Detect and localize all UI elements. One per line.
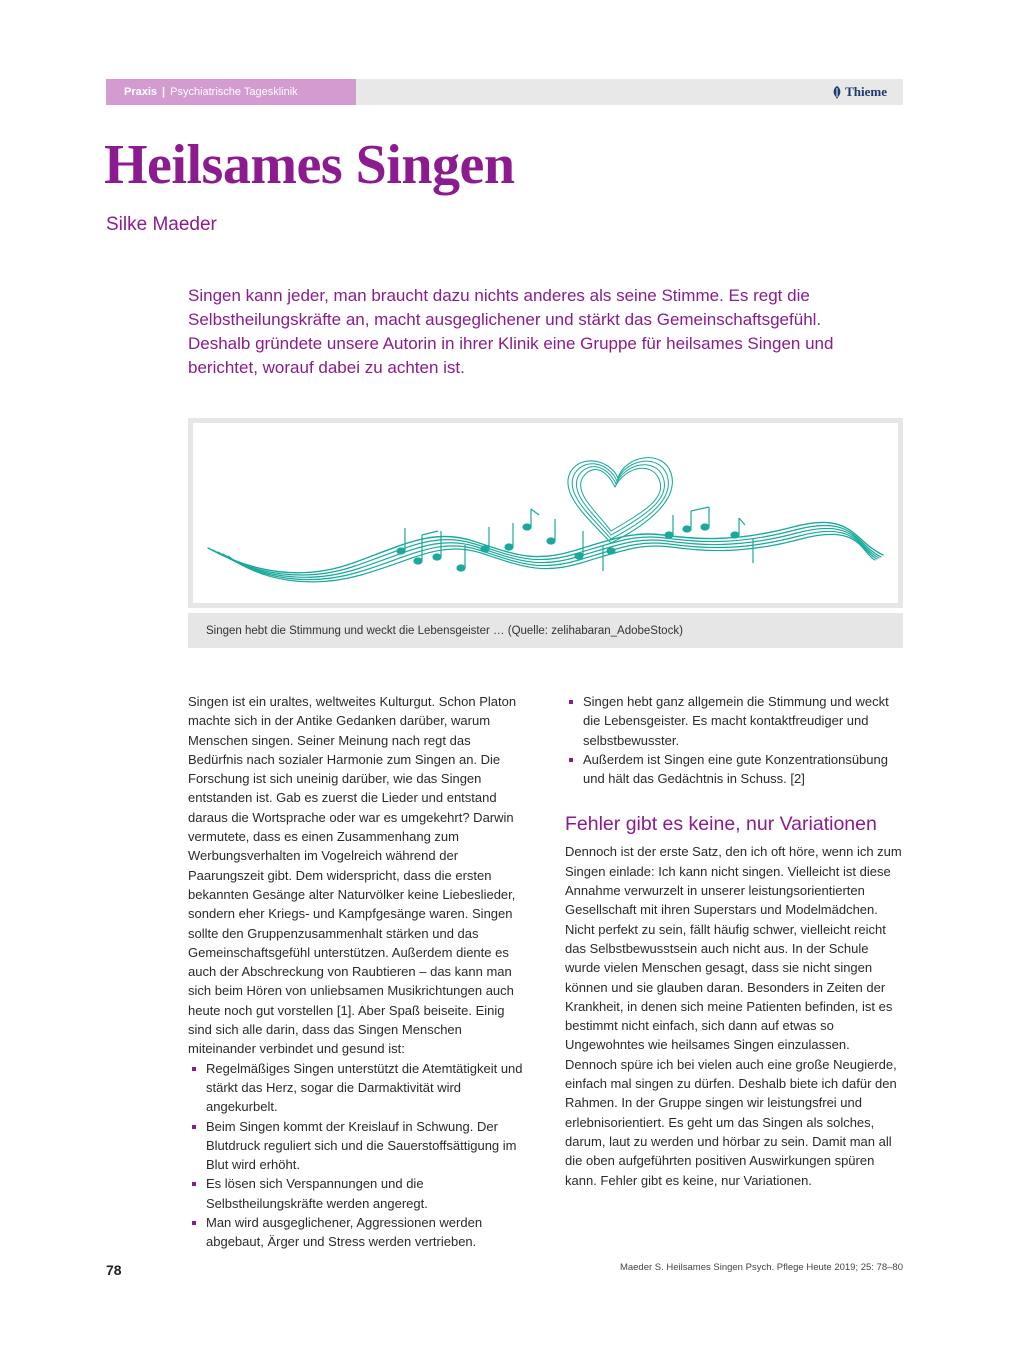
intro-paragraph: Singen ist ein uraltes, weltweites Kulturgut. Schon Platon machte sich in der Antike Gedanken darüber, warum Menschen singen. Seiner Meinung nach regt das Bedürfnis nach sozialer Harmonie zum Singen an. Die Forschung ist sich uneinig darüber, wie das Singen entstanden ist. Gab es zuerst die Lieder und entstand daraus die Wortsprache oder war es umgekehrt? Darwin vermutete, dass es einen Zusammenhang zum Werbungsverhalten im Vogelreich während der Paarungszeit gibt. Dem widerspricht, dass die ersten bekannten Gesänge alter Naturvölker keine Liebeslieder, sondern eher Kriegs- und Kampfgesänge waren. Singen sollte den Gruppenzusammenhalt stärken und das Gemeinschaftsgefühl unterstützen. Außerdem diente es auch der Abschreckung von Raubtieren – das kann man sich beim Hören von unliebsamen Musikrichtungen auch heute noch gut vorstellen [1]. Aber Spaß beiseite. Einig sind sich alle darin, dass das Singen Menschen miteinander verbindet und gesund ist: — [188, 694, 517, 1057]
section-separator: | — [162, 86, 166, 98]
article-author: Silke Maeder — [106, 214, 217, 235]
section-paragraph: Dennoch ist der erste Satz, den ich oft höre, wenn ich zum Singen einlade: Ich kann nicht singen. Vielleicht ist diese Annahme verwurzelt in unserer leistungsorientierten Gesellschaft mit ihren Superstars und Modelmädchen. Nicht perfekt zu sein, fällt häufig schwer, vielleicht reicht das Selbstbewusstsein auch nicht aus. In der Schule wurde vielen Menschen gesagt, dass sie nicht singen können und sie glauben daran. Besonders in Zeiten der Krankheit, in denen sich meine Patienten befinden, ist es bestimmt nicht einfach, sich dann auf etwas so Ungewohntes wie heilsames Singen einzulassen. Dennoch spüre ich bei vielen auch eine große Neugierde, einfach mal singen zu dürfen. Deshalb biete ich dafür den Rahmen. In der Gruppe singen wir leistungsfrei und erlebnisorientiert. Es geht um das Singen als solches, darum, laut zu werden und hörbar zu sein. Damit man all die oben aufgeführten positiven Auswirkungen spüren kann. Fehler gibt es keine, nur Variationen. — [565, 844, 902, 1188]
list-item: Beim Singen kommt der Kreislauf in Schwung. Der Blutdruck reguliert sich und die Sauerstoffsättigung im Blut wird erhöht. — [188, 1117, 526, 1175]
citation-footer: Maeder S. Heilsames Singen Psych. Pflege Heute 2019; 25: 78–80 — [619, 1262, 903, 1273]
list-item: Regelmäßiges Singen unterstützt die Atemtätigkeit und stärkt das Herz, sogar die Darmaktivität wird angekurbelt. — [188, 1059, 526, 1117]
list-item: Man wird ausgeglichener, Aggressionen werden abgebaut, Ärger und Stress werden vertrieben. — [188, 1213, 526, 1252]
section-label: Praxis — [124, 86, 158, 98]
body-column-left — [188, 692, 526, 1252]
page-number: 78 — [106, 1262, 122, 1278]
list-item: Es lösen sich Verspannungen und die Selbstheilungskräfte werden angeregt. — [188, 1174, 526, 1213]
subsection-label: Psychiatrische Tagesklinik — [170, 86, 298, 98]
article-figure — [188, 418, 903, 648]
publisher-logo — [832, 79, 887, 105]
music-wave-heart-illustration — [193, 423, 898, 603]
thieme-logo-icon — [832, 86, 842, 99]
article-lead: Singen kann jeder, man braucht dazu nichts anderes als seine Stimme. Es regt die Selbstheilungskräfte an, macht ausgeglichener und stärkt das Gemeinschaftsgefühl. Deshalb gründete unsere Autorin in ihrer Klinik eine Gruppe für heilsames Singen und berichtet, worauf dabei zu achten ist. — [188, 286, 834, 377]
list-item: Singen hebt ganz allgemein die Stimmung und weckt die Lebensgeister. Es macht kontaktfreudiger und selbstbewusster. — [565, 692, 903, 750]
benefits-list — [188, 1059, 526, 1252]
figure-caption: Singen hebt die Stimmung und weckt die Lebensgeister … (Quelle: zelihabaran_AdobeStock) — [188, 613, 903, 648]
section-heading: Fehler gibt es keine, nur Variationen — [565, 813, 877, 836]
figure-frame — [188, 418, 903, 608]
publisher-name: Thieme — [845, 84, 887, 99]
running-header — [106, 79, 903, 105]
benefits-list-continued — [565, 692, 903, 788]
section-tag — [106, 79, 356, 105]
list-item: Außerdem ist Singen eine gute Konzentrationsübung und hält das Gedächtnis in Schuss. [2] — [565, 750, 903, 789]
body-column-right — [565, 692, 903, 1190]
article-title: Heilsames Singen — [104, 134, 515, 196]
